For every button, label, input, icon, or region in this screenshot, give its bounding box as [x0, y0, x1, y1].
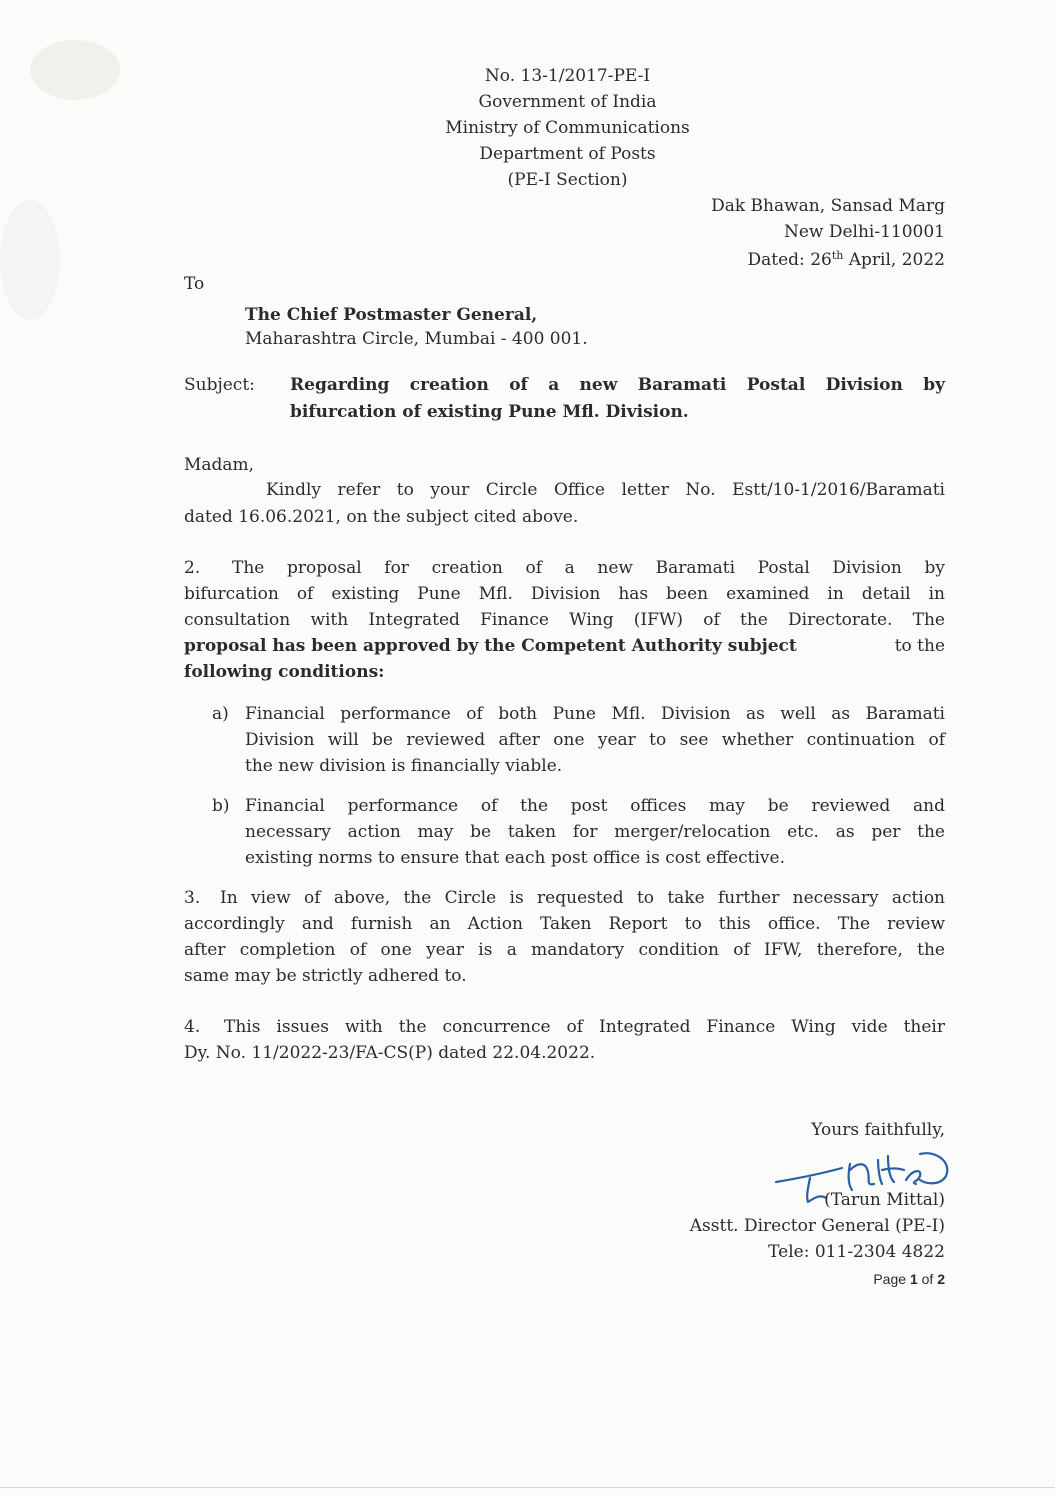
department-line: Department of Posts [479, 144, 656, 164]
condition-a-line-1: Financial performance of both Pune Mfl. Division as well as Baramati [245, 704, 945, 724]
government-line: Government of India [478, 92, 657, 112]
date-line [600, 246, 945, 270]
signatory-designation: Asstt. Director General (PE-I) [689, 1216, 945, 1236]
recipient-address: Maharashtra Circle, Mumbai - 400 001. [245, 329, 588, 349]
para2-line-1: The proposal for creation of a new Baramati Postal Division by [232, 558, 945, 578]
page-current: 1 [909, 1271, 918, 1287]
condition-b-marker: b) [212, 796, 230, 816]
para3-line-3: after completion of one year is a mandatory condition of IFW, therefore, the [184, 940, 945, 960]
para3-line-1: In view of above, the Circle is requested to take further necessary action [220, 888, 945, 908]
section-line: (PE-I Section) [507, 170, 628, 190]
condition-a-marker: a) [212, 704, 229, 724]
para2-approval-text: proposal has been approved by the Competent Authority subject [184, 636, 797, 656]
subject-line-1: Regarding creation of a new Baramati Postal Division by [290, 375, 945, 395]
address-line-2: New Delhi-110001 [783, 222, 945, 242]
ministry-line: Ministry of Communications [445, 118, 690, 138]
salutation: Madam, [184, 455, 255, 475]
para2-number: 2. [184, 558, 201, 578]
para1-line-2: dated 16.06.2021, on the subject cited above. [184, 507, 579, 527]
condition-b-line-2: necessary action may be taken for merger/relocation etc. as per the [245, 822, 945, 842]
para2-line-4-end: to the [894, 636, 945, 656]
dated-month-year: April, 2022 [848, 250, 945, 270]
para1-line-1: Kindly refer to your Circle Office letter No. Estt/10-1/2016/Baramati [266, 480, 945, 500]
page-prefix: Page [873, 1271, 907, 1287]
para3-number: 3. [184, 888, 201, 908]
para2-line-4 [184, 636, 945, 656]
condition-b-line-3: existing norms to ensure that each post office is cost effective. [245, 848, 785, 868]
dated-suffix: th [831, 249, 844, 262]
to-label: To [184, 274, 205, 294]
page-total: 2 [937, 1271, 945, 1287]
para2-line-5: following conditions: [184, 662, 385, 682]
para4-line-2: Dy. No. 11/2022-23/FA-CS(P) dated 22.04.2022. [184, 1043, 596, 1063]
dated-label: Dated: [747, 250, 805, 270]
scan-smudge [30, 40, 120, 100]
subject-label: Subject: [184, 375, 255, 395]
closing: Yours faithfully, [811, 1120, 945, 1140]
page-of: of [921, 1271, 934, 1287]
condition-b-line-1: Financial performance of the post offices may be reviewed and [245, 796, 945, 816]
recipient-title: The Chief Postmaster General, [245, 305, 538, 325]
address-line-1: Dak Bhawan, Sansad Marg [711, 196, 945, 216]
para3-line-2: accordingly and furnish an Action Taken Report to this office. The review [184, 914, 945, 934]
scan-edge-line [0, 1487, 1055, 1488]
condition-a-line-2: Division will be reviewed after one year to see whether continuation of [245, 730, 945, 750]
telephone: Tele: 011-2304 4822 [768, 1242, 945, 1262]
scan-smudge [0, 200, 60, 320]
subject-line-2: bifurcation of existing Pune Mfl. Division. [290, 402, 689, 422]
para2-line-2: bifurcation of existing Pune Mfl. Division has been examined in detail in [184, 584, 945, 604]
page-number [780, 1271, 945, 1287]
para4-line-1: This issues with the concurrence of Integrated Finance Wing vide their [224, 1017, 945, 1037]
para2-line-3: consultation with Integrated Finance Wing (IFW) of the Directorate. The [184, 610, 945, 630]
dated-day: 26 [810, 250, 832, 270]
para4-number: 4. [184, 1017, 201, 1037]
condition-a-line-3: the new division is financially viable. [245, 756, 563, 776]
signatory-name: (Tarun Mittal) [824, 1190, 945, 1210]
para3-line-4: same may be strictly adhered to. [184, 966, 467, 986]
file-number: No. 13-1/2017-PE-I [484, 66, 651, 86]
